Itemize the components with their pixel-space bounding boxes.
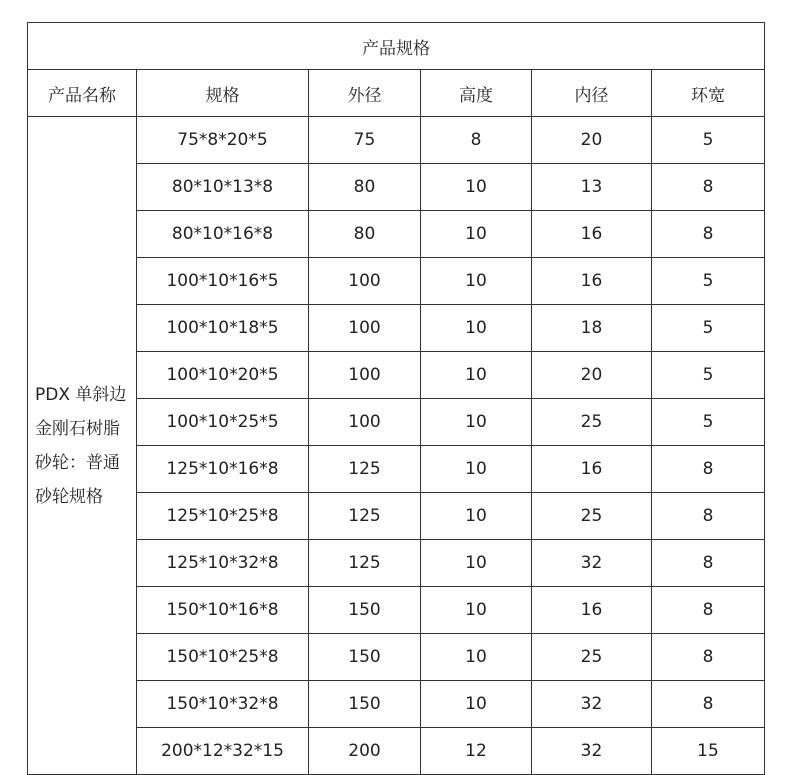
table-row bbox=[28, 164, 765, 211]
header-inner-diameter: 内径 bbox=[532, 70, 652, 117]
header-spec: 规格 bbox=[137, 70, 309, 117]
outer-diameter-cell: 80 bbox=[309, 164, 421, 211]
ring-width-cell: 15 bbox=[652, 728, 765, 775]
ring-width-cell: 5 bbox=[652, 399, 765, 446]
inner-diameter-cell: 32 bbox=[532, 728, 652, 775]
spec-cell: 100*10*25*5 bbox=[137, 399, 309, 446]
spec-cell: 150*10*32*8 bbox=[137, 681, 309, 728]
header-height: 高度 bbox=[421, 70, 532, 117]
inner-diameter-cell: 32 bbox=[532, 681, 652, 728]
inner-diameter-cell: 25 bbox=[532, 493, 652, 540]
inner-diameter-cell: 20 bbox=[532, 352, 652, 399]
table-row bbox=[28, 587, 765, 634]
height-cell: 10 bbox=[421, 446, 532, 493]
outer-diameter-cell: 80 bbox=[309, 211, 421, 258]
table-title: 产品规格 bbox=[28, 23, 765, 70]
spec-cell: 80*10*16*8 bbox=[137, 211, 309, 258]
height-cell: 10 bbox=[421, 164, 532, 211]
spec-cell: 150*10*16*8 bbox=[137, 587, 309, 634]
outer-diameter-cell: 150 bbox=[309, 634, 421, 681]
table-row bbox=[28, 681, 765, 728]
spec-cell: 100*10*18*5 bbox=[137, 305, 309, 352]
height-cell: 10 bbox=[421, 399, 532, 446]
spec-cell: 200*12*32*15 bbox=[137, 728, 309, 775]
height-cell: 10 bbox=[421, 587, 532, 634]
table-row bbox=[28, 399, 765, 446]
ring-width-cell: 5 bbox=[652, 305, 765, 352]
outer-diameter-cell: 125 bbox=[309, 446, 421, 493]
table-row bbox=[28, 634, 765, 681]
outer-diameter-cell: 125 bbox=[309, 493, 421, 540]
outer-diameter-cell: 75 bbox=[309, 117, 421, 164]
header-outer-diameter: 外径 bbox=[309, 70, 421, 117]
outer-diameter-cell: 125 bbox=[309, 540, 421, 587]
inner-diameter-cell: 25 bbox=[532, 634, 652, 681]
ring-width-cell: 8 bbox=[652, 634, 765, 681]
product-name-line: PDX 单斜边 bbox=[35, 384, 127, 405]
outer-diameter-cell: 100 bbox=[309, 352, 421, 399]
spec-cell: 75*8*20*5 bbox=[137, 117, 309, 164]
ring-width-cell: 8 bbox=[652, 493, 765, 540]
ring-width-cell: 8 bbox=[652, 211, 765, 258]
spec-cell: 80*10*13*8 bbox=[137, 164, 309, 211]
product-name-cell bbox=[28, 117, 137, 775]
outer-diameter-cell: 100 bbox=[309, 258, 421, 305]
inner-diameter-cell: 13 bbox=[532, 164, 652, 211]
ring-width-cell: 8 bbox=[652, 587, 765, 634]
product-name-line: 砂轮：普通 bbox=[35, 452, 120, 473]
height-cell: 10 bbox=[421, 681, 532, 728]
table-row bbox=[28, 493, 765, 540]
inner-diameter-cell: 16 bbox=[532, 587, 652, 634]
table-row bbox=[28, 258, 765, 305]
height-cell: 10 bbox=[421, 493, 532, 540]
table-row bbox=[28, 352, 765, 399]
height-cell: 8 bbox=[421, 117, 532, 164]
height-cell: 12 bbox=[421, 728, 532, 775]
table-row bbox=[28, 446, 765, 493]
header-product-name: 产品名称 bbox=[28, 70, 137, 117]
table-row bbox=[28, 117, 765, 164]
height-cell: 10 bbox=[421, 540, 532, 587]
table-title-row bbox=[28, 23, 765, 70]
inner-diameter-cell: 25 bbox=[532, 399, 652, 446]
spec-cell: 150*10*25*8 bbox=[137, 634, 309, 681]
height-cell: 10 bbox=[421, 211, 532, 258]
header-ring-width: 环宽 bbox=[652, 70, 765, 117]
product-name-line: 砂轮规格 bbox=[35, 486, 103, 507]
inner-diameter-cell: 20 bbox=[532, 117, 652, 164]
ring-width-cell: 8 bbox=[652, 446, 765, 493]
spec-cell: 100*10*16*5 bbox=[137, 258, 309, 305]
inner-diameter-cell: 32 bbox=[532, 540, 652, 587]
inner-diameter-cell: 18 bbox=[532, 305, 652, 352]
table-row bbox=[28, 211, 765, 258]
outer-diameter-cell: 100 bbox=[309, 399, 421, 446]
inner-diameter-cell: 16 bbox=[532, 446, 652, 493]
ring-width-cell: 5 bbox=[652, 352, 765, 399]
table-row bbox=[28, 305, 765, 352]
outer-diameter-cell: 200 bbox=[309, 728, 421, 775]
height-cell: 10 bbox=[421, 305, 532, 352]
height-cell: 10 bbox=[421, 352, 532, 399]
product-spec-table bbox=[27, 22, 765, 775]
spec-cell: 125*10*16*8 bbox=[137, 446, 309, 493]
height-cell: 10 bbox=[421, 258, 532, 305]
inner-diameter-cell: 16 bbox=[532, 211, 652, 258]
outer-diameter-cell: 150 bbox=[309, 681, 421, 728]
ring-width-cell: 5 bbox=[652, 258, 765, 305]
inner-diameter-cell: 16 bbox=[532, 258, 652, 305]
ring-width-cell: 8 bbox=[652, 164, 765, 211]
outer-diameter-cell: 150 bbox=[309, 587, 421, 634]
spec-cell: 125*10*32*8 bbox=[137, 540, 309, 587]
outer-diameter-cell: 100 bbox=[309, 305, 421, 352]
ring-width-cell: 8 bbox=[652, 540, 765, 587]
ring-width-cell: 5 bbox=[652, 117, 765, 164]
table-header-row bbox=[28, 70, 765, 117]
height-cell: 10 bbox=[421, 634, 532, 681]
ring-width-cell: 8 bbox=[652, 681, 765, 728]
product-name-line: 金刚石树脂 bbox=[35, 418, 120, 439]
spec-cell: 100*10*20*5 bbox=[137, 352, 309, 399]
spec-cell: 125*10*25*8 bbox=[137, 493, 309, 540]
table-row bbox=[28, 728, 765, 775]
table-row bbox=[28, 540, 765, 587]
